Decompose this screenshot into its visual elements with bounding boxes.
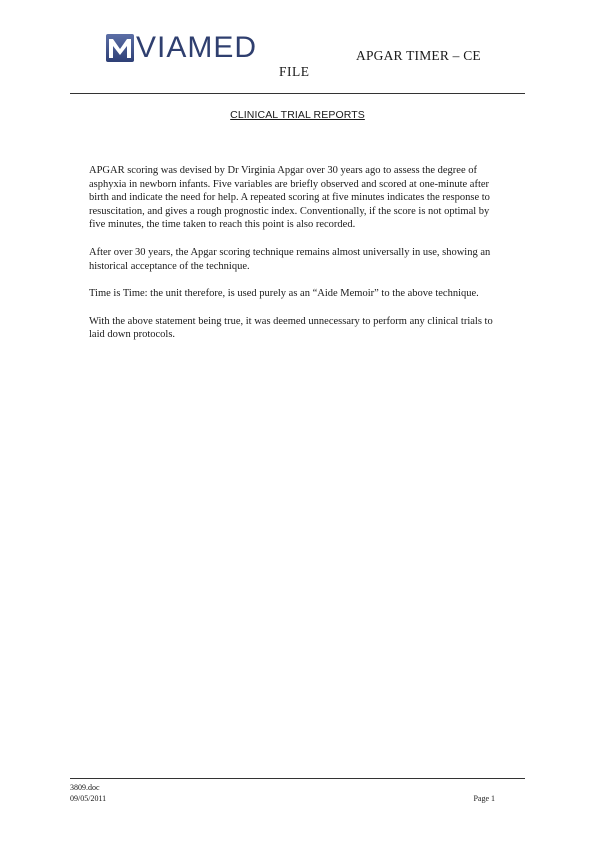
paragraph: After over 30 years, the Apgar scoring technique remains almost universally in use, showing an historical acceptance of the technique. (89, 246, 491, 272)
footer-date: 09/05/2011 (70, 794, 107, 803)
paragraph: With the above statement being true, it was deemed unnecessary to perform any clinical trials to laid down protocols. (89, 315, 493, 341)
footer-divider (70, 778, 525, 779)
viamed-logo (106, 30, 257, 66)
footer-page-number: Page 1 (473, 794, 495, 803)
footer-filename: 3809.doc (70, 783, 100, 792)
viamed-m-logo-icon (106, 34, 134, 62)
section-title: CLINICAL TRIAL REPORTS (230, 109, 365, 121)
document-title-line-2: FILE (279, 64, 310, 79)
document-header (70, 30, 525, 95)
paragraph: Time is Time: the unit therefore, is used purely as an “Aide Memoir” to the above technique. (89, 288, 479, 300)
document-body (89, 164, 507, 356)
document-title-line-1: APGAR TIMER – CE (356, 48, 481, 63)
logo-text: VIAMED (136, 31, 258, 64)
header-divider (70, 93, 525, 94)
document-footer (70, 782, 525, 804)
paragraph: APGAR scoring was devised by Dr Virginia Apgar over 30 years ago to assess the degree of asphyxia in newborn infants. Five variables are briefly observed and scored at one-minute after birth and indicate the need for help. A repeated scoring at five minutes indicates the response to resuscitation, and gives a rough prognostic index. Conventionally, if the score is not optimal by five minutes, the time taken to reach this point is also recorded. (89, 165, 490, 231)
